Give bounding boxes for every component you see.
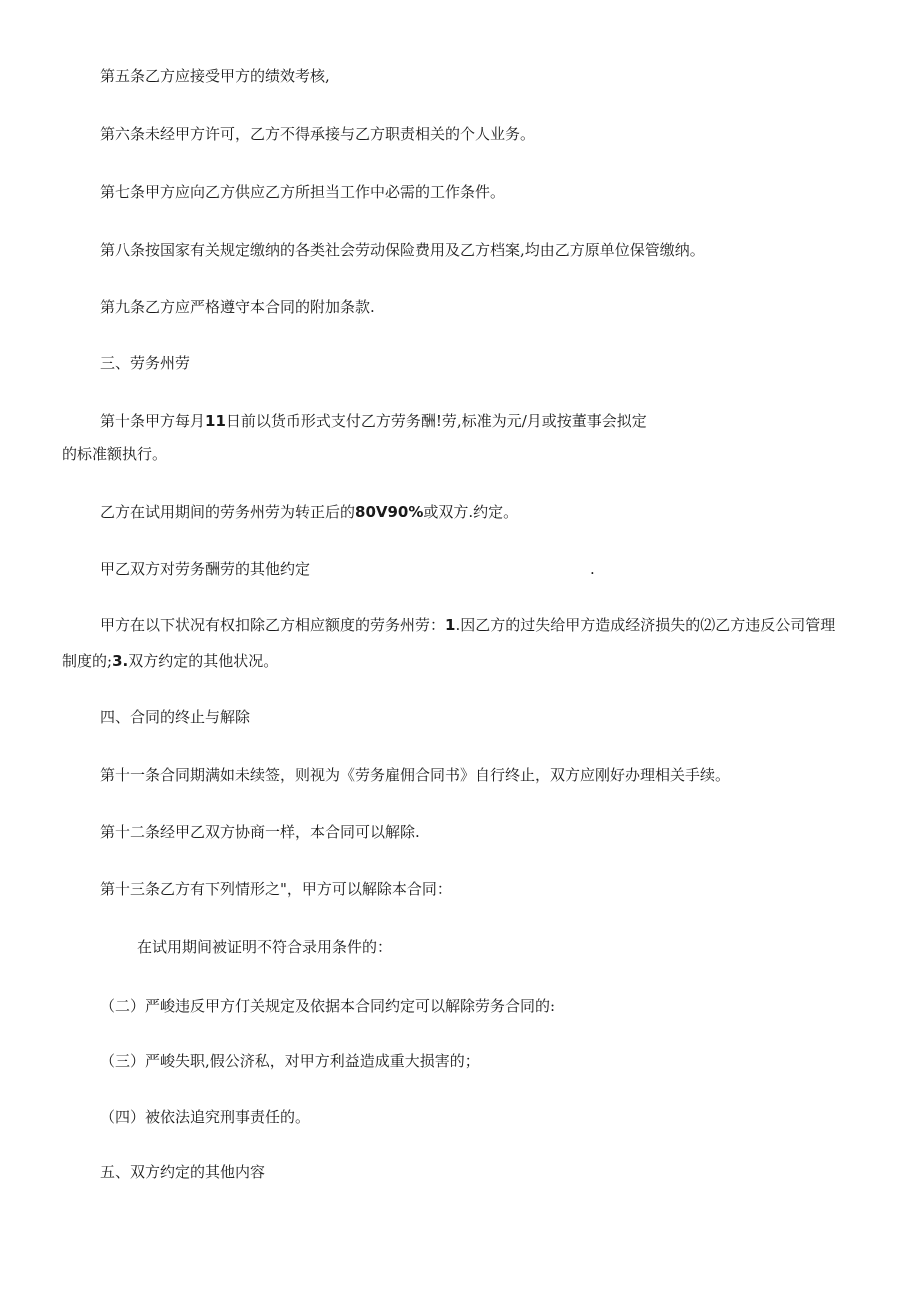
section-5-heading: 五、双方约定的其他内容 xyxy=(100,1163,266,1181)
article-7: 第七条甲方应向乙方供应乙方所担当工作中必需的工作条件。 xyxy=(100,183,506,201)
other-pay-agreement-end: . xyxy=(590,560,595,578)
article-6: 第六条未经甲方许可，乙方不得承接与乙方职责相关的个人业务。 xyxy=(100,125,536,143)
section-4-heading: 四、合同的终止与解除 xyxy=(100,708,251,726)
probation-pay-part-1: 乙方在试用期间的劳务州劳为转正后的 xyxy=(100,503,356,521)
article-13-item-1: 在试用期间被证明不符合录用条件的： xyxy=(137,938,393,956)
article-5: 第五条乙方应接受甲方的绩效考核, xyxy=(100,67,330,85)
article-8: 第八条按国家有关规定缴纳的各类社会劳动保险费用及乙方档案,均由乙方原单位保管缴纳。 xyxy=(100,241,705,259)
probation-pay-part-2: 或双方.约定。 xyxy=(423,503,519,521)
deduction-clause-part-3: 制度的; xyxy=(62,652,113,670)
article-10-continuation: 的标准额执行。 xyxy=(62,445,168,463)
deduction-clause xyxy=(100,615,835,635)
probation-pay-ratio: 80V90% xyxy=(355,503,424,521)
article-10-part-1: 第十条甲方每月 xyxy=(100,412,206,430)
article-10-day: 11 xyxy=(205,412,226,430)
probation-pay xyxy=(100,502,518,522)
article-11: 第十一条合同期满如未续签，则视为《劳务雇佣合同书》自行终止，双方应刚好办理相关手续。 xyxy=(100,766,731,784)
deduction-item-3-number: 3. xyxy=(112,652,129,670)
deduction-clause-part-2: .因乙方的过失给甲方造成经济损失的⑵乙方违反公司管理 xyxy=(455,616,836,634)
article-13-item-2: （二）严峻违反甲方仃关规定及依据本合同约定可以解除劳务合同的: xyxy=(100,997,556,1015)
article-13-item-4: （四）被依法追究刑事责任的。 xyxy=(100,1108,311,1126)
other-pay-agreement xyxy=(100,559,595,579)
other-pay-agreement-label: 甲乙双方对劳务酬劳的其他约定 xyxy=(100,560,311,578)
deduction-clause-continuation xyxy=(62,651,278,671)
deduction-clause-part-4: 双方约定的其他状况。 xyxy=(128,652,279,670)
article-9: 第九条乙方应严格遵守本合同的附加条款. xyxy=(100,298,375,316)
article-13: 第十三条乙方有下列情形之"，甲方可以解除本合同： xyxy=(100,880,452,898)
deduction-item-1-number: 1 xyxy=(445,616,456,634)
article-10-part-2: 日前以货币形式支付乙方劳务酬!劳,标准为元/月或按董事会拟定 xyxy=(225,412,647,430)
article-12: 第十二条经甲乙双方协商一样，本合同可以解除. xyxy=(100,823,420,841)
section-3-heading: 三、劳务州劳 xyxy=(100,354,191,372)
article-10 xyxy=(100,411,647,431)
article-13-item-3: （三）严峻失职,假公济私，对甲方利益造成重大损害的； xyxy=(100,1052,480,1070)
deduction-clause-part-1: 甲方在以下状况有权扣除乙方相应额度的劳务州劳： xyxy=(100,616,446,634)
